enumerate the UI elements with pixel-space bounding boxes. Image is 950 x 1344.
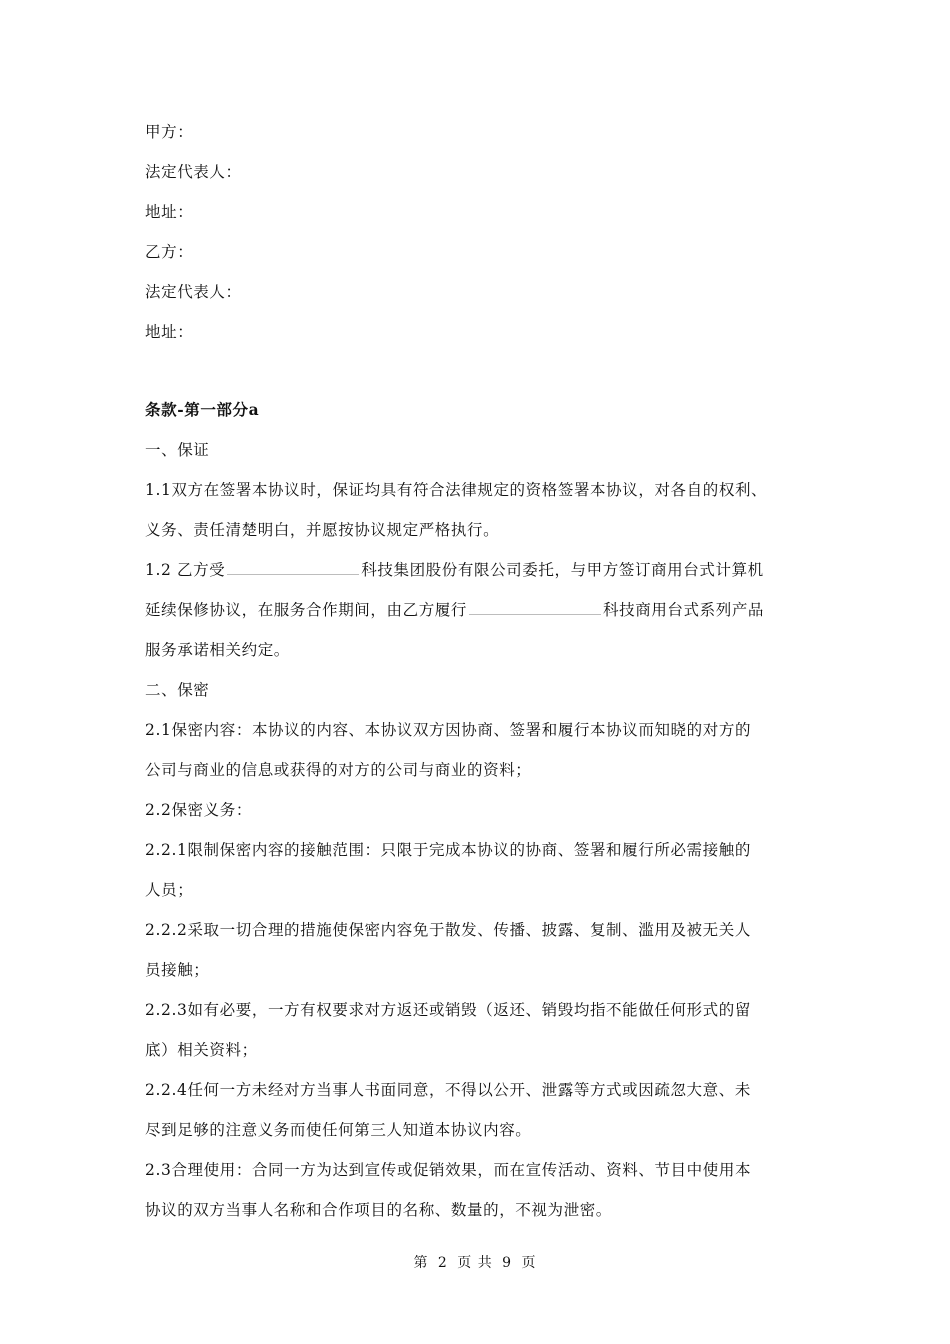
- clause-2-3-line-2: 协议的双方当事人名称和合作项目的名称、数量的，不视为泄密。: [145, 1201, 612, 1219]
- clause-1-2-text-d: 科技商用台式系列产品: [603, 601, 765, 619]
- party-b-address-label: 地址：: [145, 323, 194, 341]
- confidentiality-title: 二、保密: [145, 681, 210, 699]
- page-footer: [0, 1252, 950, 1272]
- clause-2-2-3-line-2: 底）相关资料；: [145, 1041, 258, 1059]
- clause-1-2-text-a: 1.2 乙方受: [145, 561, 226, 579]
- section-title: 条款-第一部分a: [145, 400, 260, 419]
- clause-1-1-line-2: 义务、责任清楚明白，并愿按协议规定严格执行。: [145, 521, 500, 539]
- clause-1-2-text-b: 科技集团股份有限公司委托，与甲方签订商用台式计算机: [361, 561, 764, 579]
- party-a-representative-label: 法定代表人：: [145, 163, 242, 181]
- guarantee-title: 一、保证: [145, 441, 210, 459]
- clause-2-2-1-line-2: 人员；: [145, 881, 194, 899]
- brand-name-blank: [469, 597, 601, 615]
- clause-2-1-line-2: 公司与商业的信息或获得的对方的公司与商业的资料；: [145, 761, 532, 779]
- party-b-label: 乙方：: [145, 243, 194, 261]
- clause-1-2-line-3: 服务承诺相关约定。: [145, 641, 290, 659]
- clause-1-1-line-1: 1.1双方在签署本协议时，保证均具有符合法律规定的资格签署本协议，对各自的权利、: [145, 481, 768, 499]
- clause-2-2-3-line-1: 2.2.3如有必要，一方有权要求对方返还或销毁（返还、销毁均指不能做任何形式的留: [145, 1001, 751, 1019]
- clause-2-2: 2.2保密义务：: [145, 801, 252, 819]
- party-a-address-label: 地址：: [145, 203, 194, 221]
- footer-current-page: 2: [437, 1255, 448, 1271]
- footer-total-pages: 9: [502, 1255, 513, 1271]
- clause-1-2-text-c: 延续保修协议，在服务合作期间，由乙方履行: [145, 601, 468, 619]
- clause-2-2-4-line-2: 尽到足够的注意义务而使任何第三人知道本协议内容。: [145, 1121, 532, 1139]
- party-b-representative-label: 法定代表人：: [145, 283, 242, 301]
- clause-1-2-line-2: [145, 590, 815, 630]
- footer-middle: 页 共: [457, 1255, 493, 1271]
- footer-suffix: 页: [521, 1255, 537, 1271]
- clause-2-3-line-1: 2.3合理使用：合同一方为达到宣传或促销效果，而在宣传活动、资料、节目中使用本: [145, 1161, 752, 1179]
- clause-1-2-line-1: [145, 550, 815, 590]
- clause-2-2-4-line-1: 2.2.4任何一方未经对方当事人书面同意，不得以公开、泄露等方式或因疏忽大意、未: [145, 1081, 751, 1099]
- section-spacer: [145, 352, 815, 390]
- document-body: [145, 112, 815, 1230]
- clause-2-1-line-1: 2.1保密内容：本协议的内容、本协议双方因协商、签署和履行本协议而知晓的对方的: [145, 721, 752, 739]
- company-name-blank: [227, 557, 359, 575]
- party-a-label: 甲方：: [145, 123, 194, 141]
- clause-2-2-2-line-1: 2.2.2采取一切合理的措施使保密内容免于散发、传播、披露、复制、滥用及被无关人: [145, 921, 751, 939]
- clause-2-2-1-line-1: 2.2.1限制保密内容的接触范围：只限于完成本协议的协商、签署和履行所必需接触的: [145, 841, 751, 859]
- footer-prefix: 第: [413, 1255, 429, 1271]
- clause-2-2-2-line-2: 员接触；: [145, 961, 210, 979]
